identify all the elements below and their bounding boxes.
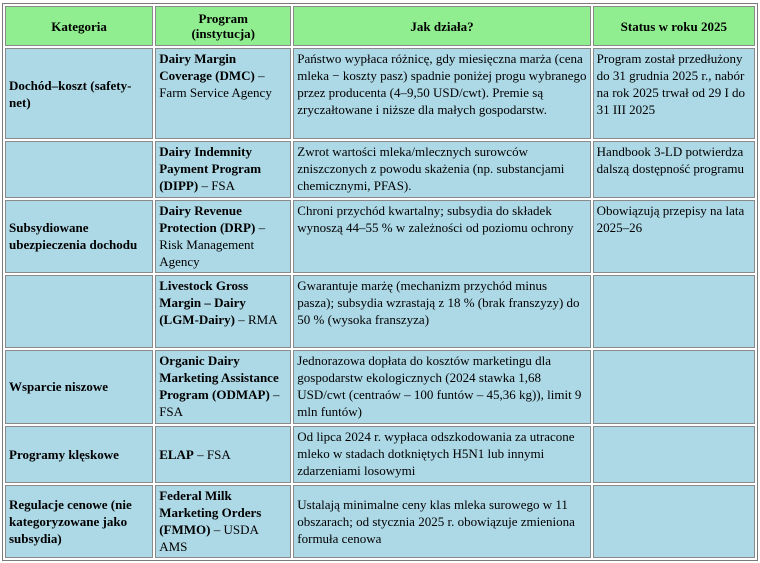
program-agency: – Risk Management Agency	[159, 219, 266, 269]
program-cell	[155, 48, 291, 139]
dairy-programs-table	[2, 3, 758, 561]
status-cell: Handbook 3-LD potwierdza dalszą dostępność programu	[593, 141, 755, 198]
category-cell: Wsparcie niszowe	[5, 350, 153, 425]
program-name: Dairy Margin Coverage (DMC)	[159, 51, 255, 83]
program-name: Federal Milk Marketing Orders (FMMO)	[159, 488, 262, 538]
program-cell	[155, 350, 291, 425]
category-cell	[5, 275, 153, 348]
program-agency: – FSA	[159, 386, 280, 419]
program-cell	[155, 426, 291, 483]
table-row	[5, 426, 755, 483]
status-cell: Obowiązują przepisy na lata 2025–26	[593, 200, 755, 273]
program-name: ELAP	[159, 447, 194, 463]
table-row	[5, 275, 755, 348]
how-cell: Gwarantuje marżę (mechanizm przychód minus pasza); subsydia wzrastają z 18 % (brak franszyzy) do 50 % (wysoka franszyza)	[293, 275, 590, 348]
program-agency: – FSA	[198, 178, 236, 194]
program-agency: – USDA AMS	[159, 522, 259, 555]
program-name: Organic Dairy Marketing Assistance Program (ODMAP)	[159, 352, 279, 402]
program-agency: – RMA	[235, 311, 278, 327]
header-program-line2: (instytucja)	[191, 26, 255, 41]
how-cell: Od lipca 2024 r. wypłaca odszkodowania za utracone mleko w stadach dotkniętych H5N1 lub innymi zdarzeniami losowymi	[293, 426, 590, 483]
program-cell	[155, 275, 291, 348]
status-cell	[593, 426, 755, 483]
table-row	[5, 485, 755, 558]
status-cell: Program został przedłużony do 31 grudnia 2025 r., nabór na rok 2025 trwał od 29 I do 31 III 2025	[593, 48, 755, 139]
table-row	[5, 141, 755, 198]
category-cell: Programy klęskowe	[5, 426, 153, 483]
header-status: Status w roku 2025	[593, 6, 755, 46]
header-program	[155, 6, 291, 46]
table-row	[5, 48, 755, 139]
how-cell: Państwo wypłaca różnicę, gdy miesięczna marża (cena mleka − koszty pasz) spadnie poniżej progu wybranego przez producenta (4–9,50 USD/cwt). Premie są zryczałtowane i niższe dla małych gospodarstw.	[293, 48, 590, 139]
program-name: Dairy Indemnity Payment Program (DIPP)	[159, 144, 262, 194]
program-cell	[155, 485, 291, 558]
status-cell	[593, 485, 755, 558]
header-category: Kategoria	[5, 6, 153, 46]
table-row	[5, 200, 755, 273]
category-cell: Regulacje cenowe (nie kategoryzowane jako subsydia)	[5, 485, 153, 558]
category-cell: Subsydiowane ubezpieczenia dochodu	[5, 200, 153, 273]
program-agency: – FSA	[193, 447, 231, 463]
how-cell: Zwrot wartości mleka/mlecznych surowców zniszczonych z powodu skażenia (np. substancjami chemicznymi, PFAS).	[293, 141, 590, 198]
status-cell	[593, 350, 755, 425]
table-row	[5, 350, 755, 425]
how-cell: Chroni przychód kwartalny; subsydia do składek wynoszą 44–55 % w zależności od poziomu ochrony	[293, 200, 590, 273]
program-cell	[155, 141, 291, 198]
category-cell: Dochód–koszt (safety-net)	[5, 48, 153, 139]
header-how: Jak działa?	[293, 6, 590, 46]
program-agency: – Farm Service Agency	[159, 68, 272, 100]
how-cell: Ustalają minimalne ceny klas mleka surowego w 11 obszarach; od stycznia 2025 r. obowiązuje zmieniona formuła cenowa	[293, 485, 590, 558]
header-row	[5, 6, 755, 46]
status-cell	[593, 275, 755, 348]
category-cell	[5, 141, 153, 198]
program-name: Livestock Gross Margin – Dairy (LGM-Dairy)	[159, 277, 249, 327]
how-cell: Jednorazowa dopłata do kosztów marketingu dla gospodarstw ekologicznych (2024 stawka 1,68 USD/cwt (centraów – 100 funtów – 45,36 kg)), limit 9 mln funtów)	[293, 350, 590, 425]
program-cell	[155, 200, 291, 273]
header-program-line1: Program	[198, 11, 249, 26]
program-name: Dairy Revenue Protection (DRP)	[159, 202, 256, 235]
